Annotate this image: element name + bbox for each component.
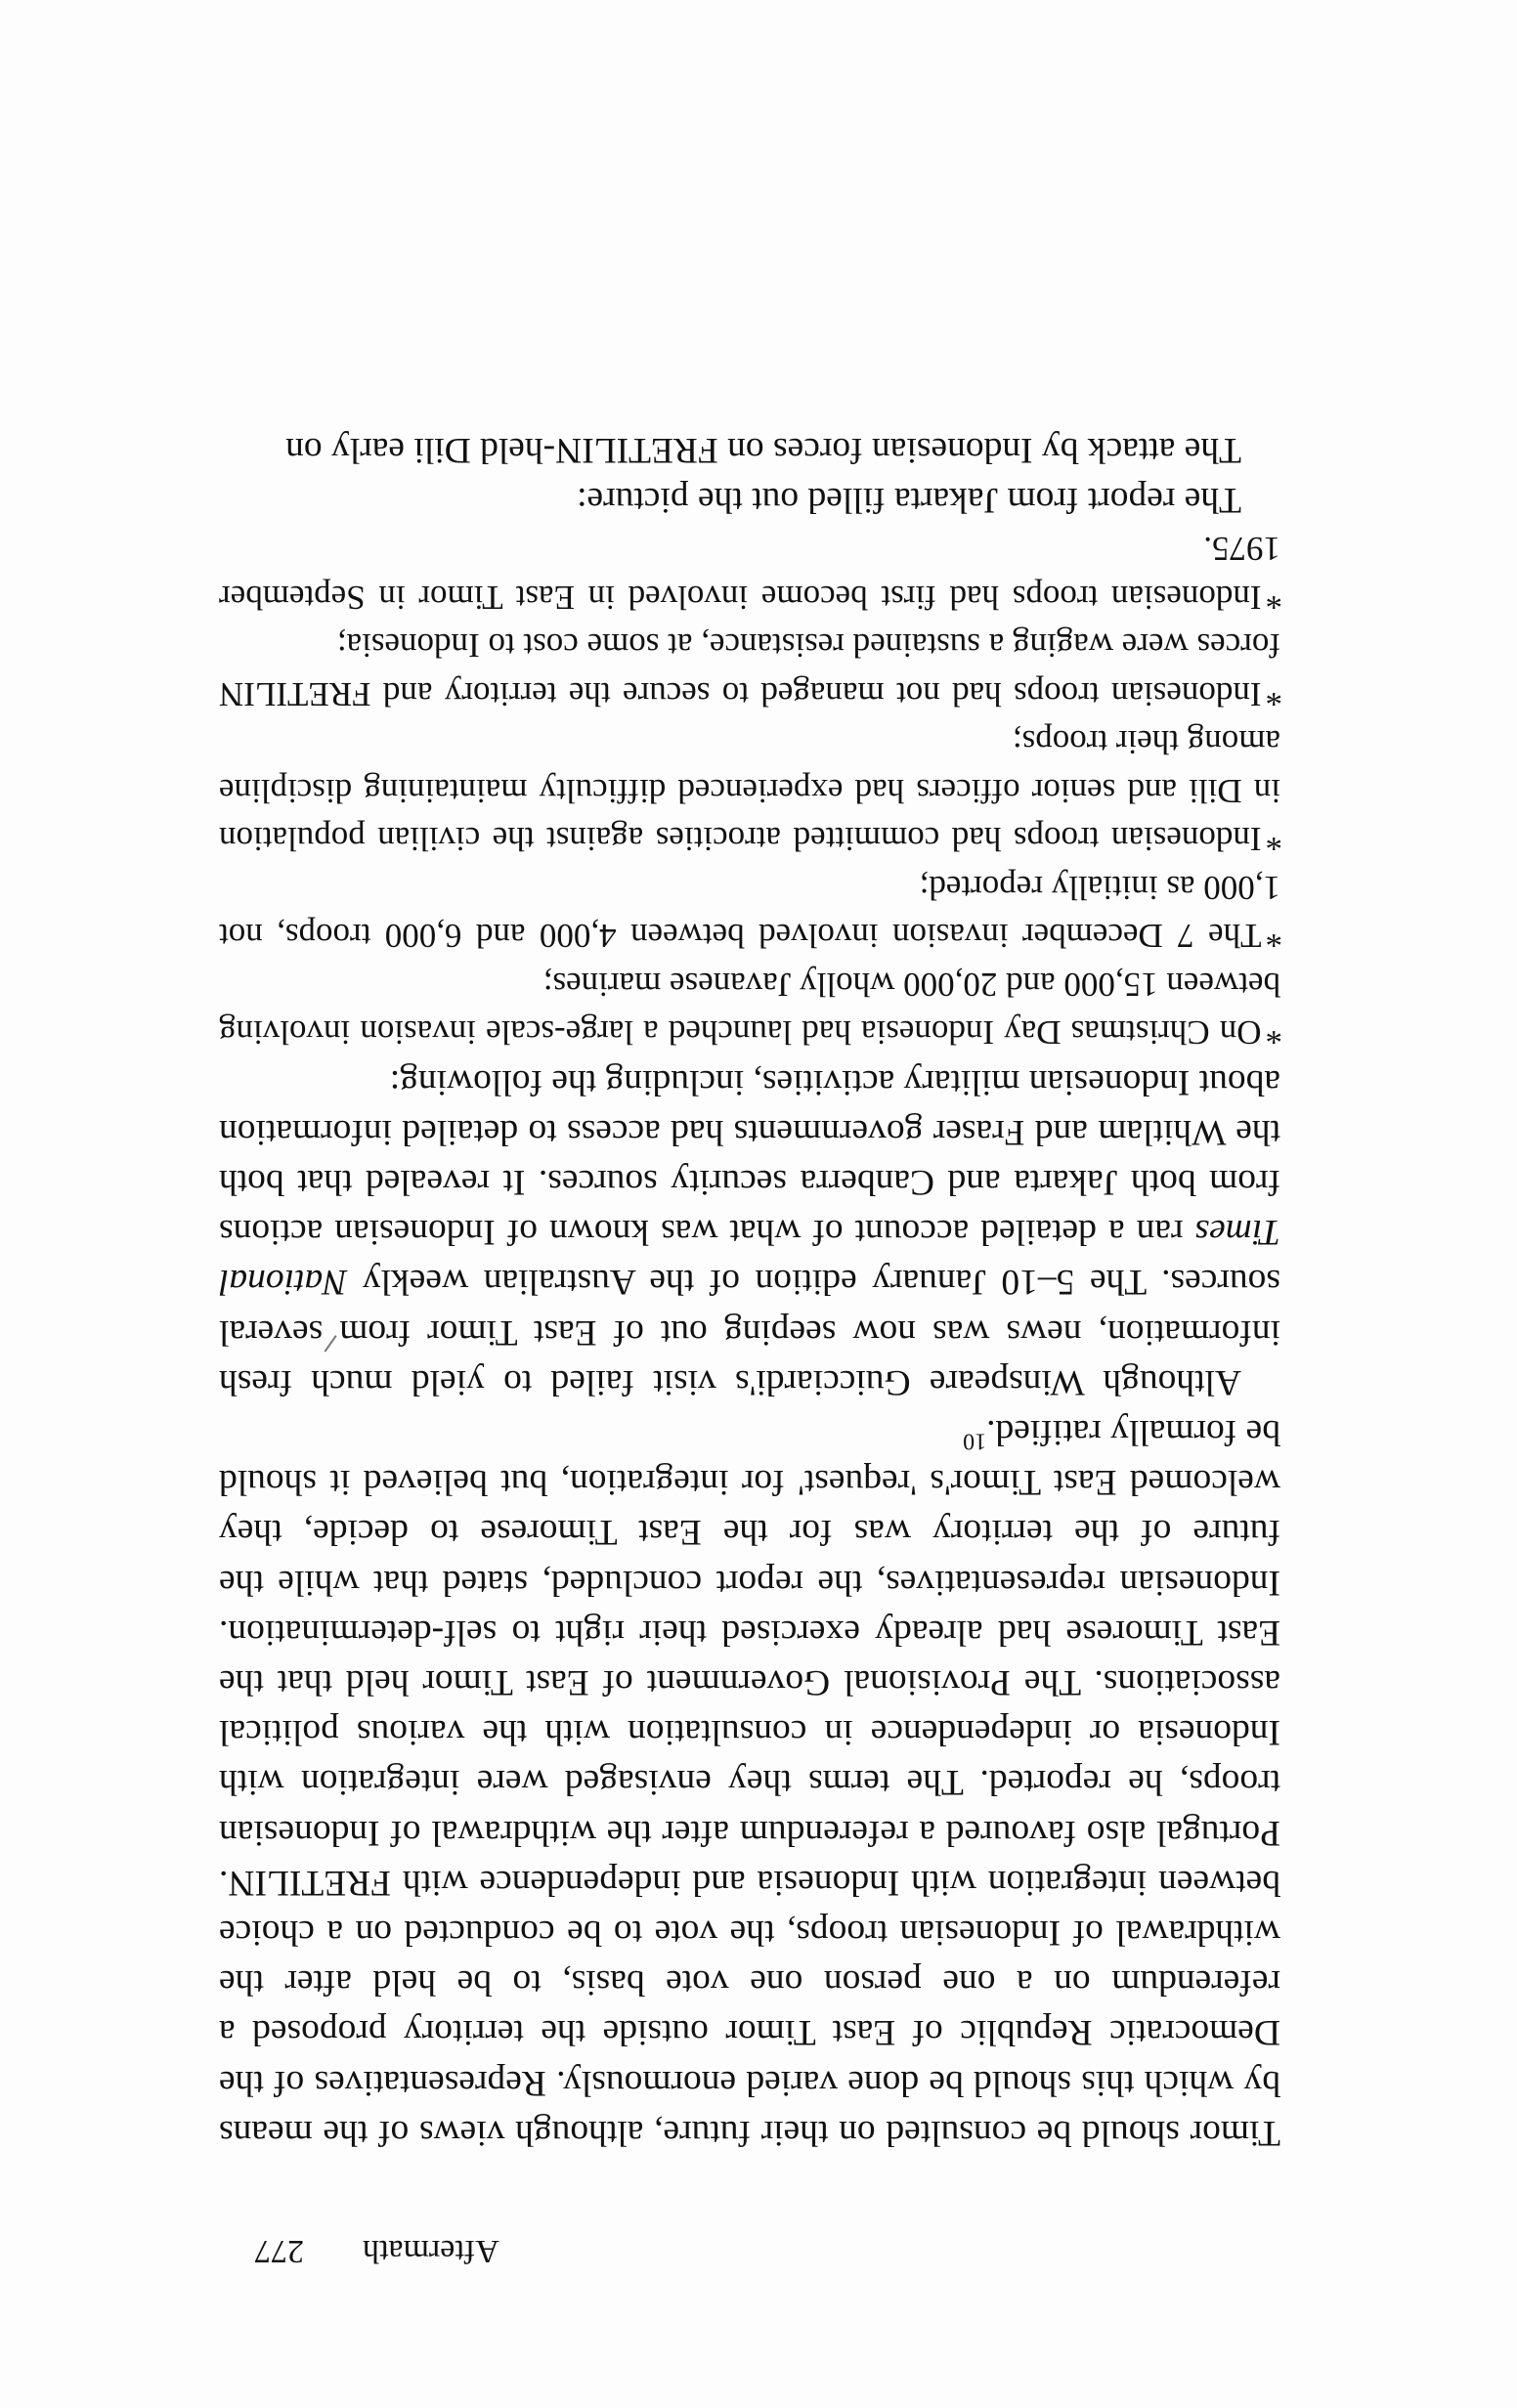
paragraph-referendum-text: Timor should be consulted on their future, although views of the means by which this should be done varied enormously. Representatives of the Democratic Republic of East Timor outside the territory proposed a referendum on a one person one vote basis, to be held after the withdrawal of Indonesian troops, the vote to be conducted on a choice between integration with Indonesia and independence with FRETILIN. Portugal also favoured a referendum after the withdrawal of Indonesian troops, he reported. The terms they envisaged were integration with Indonesia or independence in consultation with the various political associations. The Provisional Government of East Timor held that the East Timorese had already exercised their right to self-determination. Indonesian representatives, the report concluded, stated that while the future of the territory was for the East Timorese to decide, they welcomed East Timor's 'request' for integration, but believed it should be formally ratified. (219, 1411, 1280, 2153)
list-item-text: On Christmas Day Indonesia had launched a large-scale invasion involving between 15,000 and 20,000 wholly Javanese marines; (219, 965, 1280, 1053)
bullet-marker: * (1265, 674, 1282, 713)
paragraph-winspeare-visit (219, 1056, 1280, 1406)
paragraph-winspeare-text-b: ran a detailed account of what was known of Indonesian actions from both Jakarta and Canberra security sources. It revealed that both the Whitlam and Fraser governments had access to detailed information about Indonesian military activities, including the following: (219, 1061, 1280, 1253)
list-item (219, 960, 1280, 1056)
list-item (219, 863, 1280, 960)
bullet-marker: * (1265, 820, 1282, 859)
list-item-text: Indonesian troops had first become involved in East Timor in September 1975. (219, 530, 1280, 617)
page-number: 277 (254, 2233, 304, 2269)
publication-title: National Times (219, 1212, 1280, 1303)
bullet-marker: * (1265, 1013, 1282, 1053)
list-item-text: The 7 December invasion involved between 4,000 and 6,000 troops, not 1,000 as initially reported; (219, 868, 1280, 956)
list-item-text: Indonesian troops had committed atrocities against the civilian population in Dili and senior officers had experienced difficulty maintaining discipline among their troops; (219, 723, 1280, 859)
bullet-marker: * (1265, 917, 1282, 956)
paragraph-jakarta-report: The report from Jakarta filled out the picture: (577, 479, 1241, 520)
footnote-ref: 10 (963, 1428, 987, 1454)
list-item (219, 622, 1280, 718)
paragraph-referendum-views (219, 1407, 1280, 2158)
paragraph-dili-attack: The attack by Indonesian forces on FRETILIN-held Dili early on (285, 429, 1241, 470)
bullet-marker: * (1265, 578, 1282, 617)
page-content (219, 424, 1280, 2276)
paragraph-winspeare-text-a: Although Winspeare Guicciardi's visit failed to yield much fresh information, news was now seeping out of East Timor from several sources. The 5–10 January edition of the Australian weekly (219, 1262, 1280, 1402)
list-item (219, 525, 1280, 622)
list-item-text: Indonesian troops had not managed to secure the territory and FRETILIN forces were waging a sustained resistance, at some cost to Indonesia; (219, 626, 1280, 713)
list-item (219, 718, 1280, 864)
intelligence-list (219, 525, 1280, 1057)
section-title: Aftermath (363, 2233, 499, 2269)
running-head (219, 2226, 1280, 2276)
